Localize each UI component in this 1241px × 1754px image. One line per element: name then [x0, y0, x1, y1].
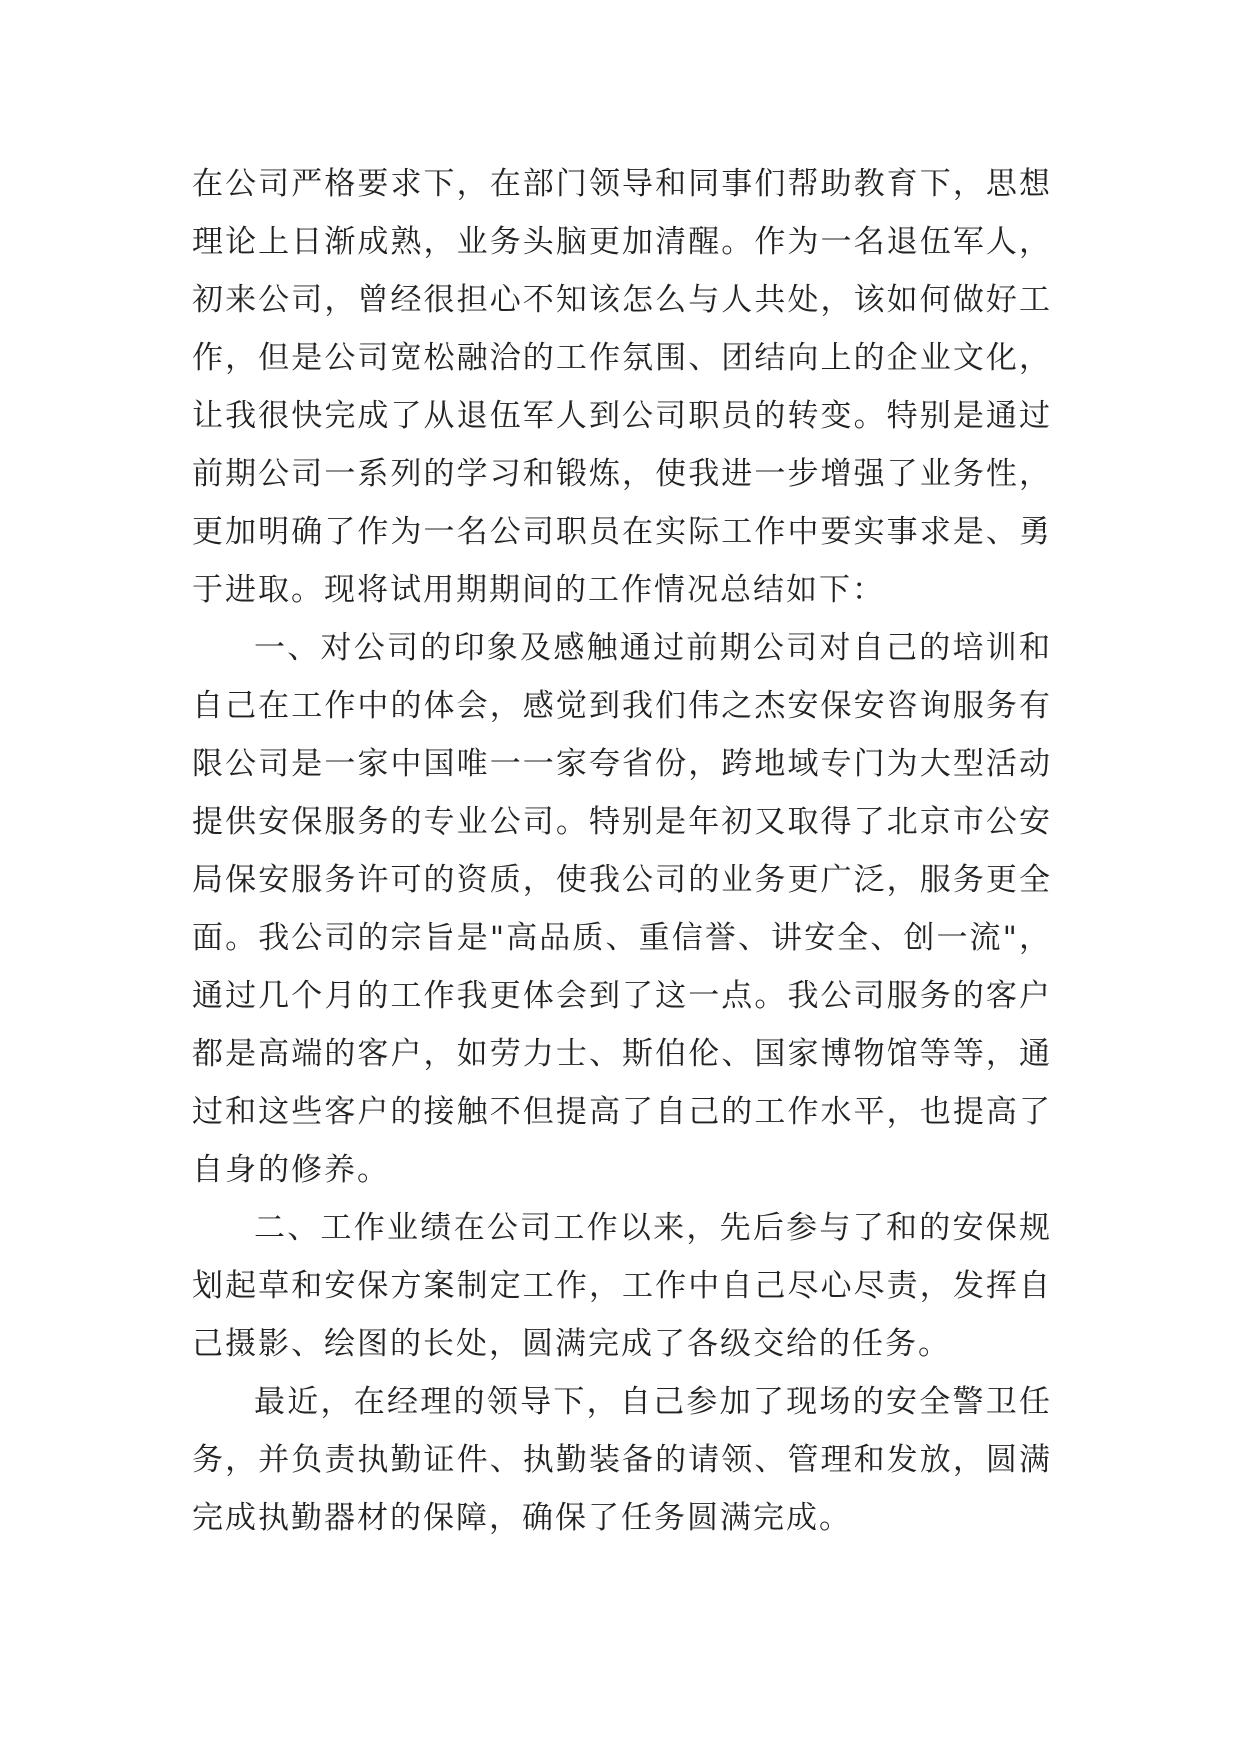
- paragraph-recent-work: 最近，在经理的领导下，自己参加了现场的安全警卫任务，并负责执勤证件、执勤装备的请领、管理和发放，圆满完成执勤器材的保障，确保了任务圆满完成。: [192, 1384, 1052, 1536]
- paragraph-section-two: 二、工作业绩在公司工作以来，先后参与了和的安保规划起草和安保方案制定工作，工作中自己尽心尽责，发挥自己摄影、绘图的长处，圆满完成了各级交给的任务。: [192, 1210, 1052, 1362]
- paragraph-intro: 在公司严格要求下，在部门领导和同事们帮助教育下，思想理论上日渐成熟，业务头脑更加清醒。作为一名退伍军人，初来公司，曾经很担心不知该怎么与人共处，该如何做好工作，但是公司宽松融洽的工作氛围、团结向上的企业文化，让我很快完成了从退伍军人到公司职员的转变。特别是通过前期公司一系列的学习和锻炼，使我进一步增强了业务性，更加明确了作为一名公司职员在实际工作中要实事求是、勇于进取。现将试用期期间的工作情况总结如下：: [192, 166, 1052, 608]
- paragraph-section-one: 一、对公司的印象及感触通过前期公司对自己的培训和自己在工作中的体会，感觉到我们伟之杰安保安咨询服务有限公司是一家中国唯一一家夸省份，跨地域专门为大型活动提供安保服务的专业公司。特别是年初又取得了北京市公安局保安服务许可的资质，使我公司的业务更广泛，服务更全面。我公司的宗旨是"高品质、重信誉、讲安全、创一流"，通过几个月的工作我更体会到了这一点。我公司服务的客户都是高端的客户，如劳力士、斯伯伦、国家博物馆等等，通过和这些客户的接触不但提高了自己的工作水平，也提高了自身的修养。: [192, 630, 1052, 1188]
- document-body: [192, 155, 1052, 1547]
